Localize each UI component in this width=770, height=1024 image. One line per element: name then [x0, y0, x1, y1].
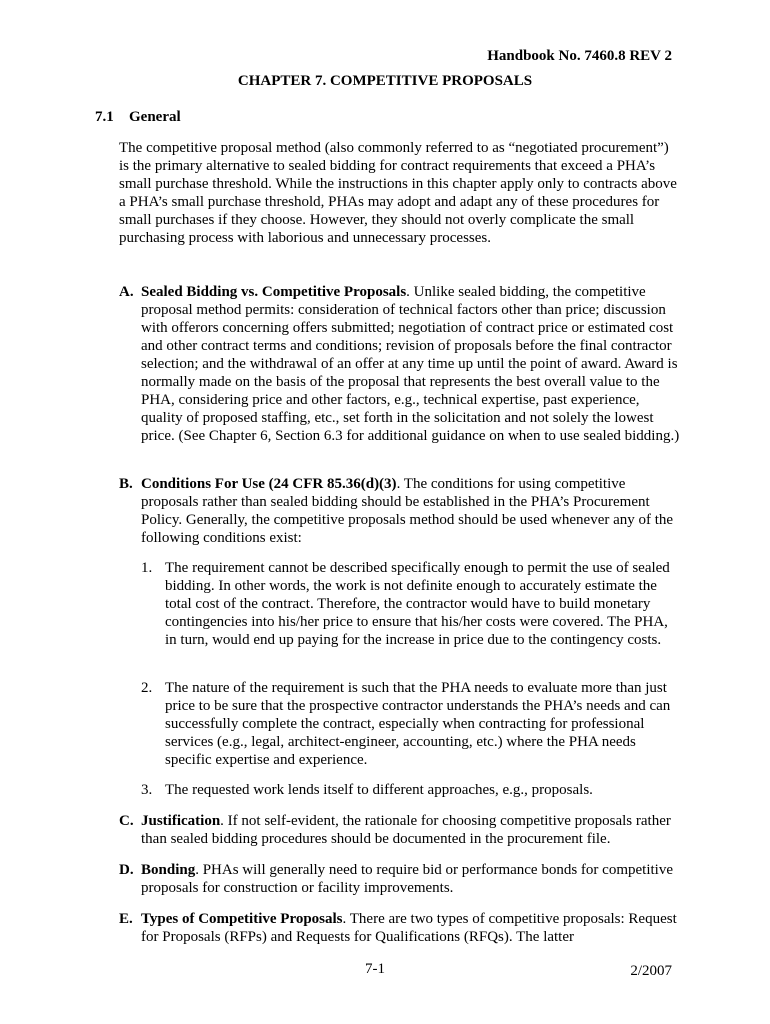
- condition-2: [141, 679, 681, 769]
- item-title: Conditions For Use (24 CFR 85.36(d)(3): [141, 476, 397, 492]
- condition-text: The requirement cannot be described specifically enough to permit the use of sealed bidding. In other words, the work is not definite enough to accurately estimate the total cost of the contract. Therefore, the contractor would have to build monetary contingencies into his/her price to ensure that his/her costs were covered. The PHA, in turn, would end up paying for the increase in price due to the contingency costs.: [165, 560, 670, 648]
- item-a: [119, 283, 681, 445]
- item-letter: E.: [119, 911, 133, 927]
- handbook-number: Handbook No. 7460.8 REV 2: [487, 48, 672, 64]
- section-number: 7.1: [95, 109, 114, 125]
- page-number: 7-1: [365, 961, 385, 977]
- item-letter: D.: [119, 862, 134, 878]
- condition-text: The requested work lends itself to different approaches, e.g., proposals.: [165, 782, 593, 798]
- item-text: . PHAs will generally need to require bid or performance bonds for competitive proposals for construction or facility improvements.: [141, 862, 673, 896]
- intro-paragraph: The competitive proposal method (also commonly referred to as “negotiated procurement”) is the primary alternative to sealed bidding for contract requirements that exceed a PHA’s small purchase threshold. While the instructions in this chapter apply only to contracts above a PHA’s small purchase threshold, PHAs may adopt and adapt any of these procedures for small purchases if they choose. However, they should not overly complicate the small purchasing process with laborious and unnecessary processes.: [119, 140, 677, 246]
- item-b: [119, 475, 681, 547]
- item-title: Sealed Bidding vs. Competitive Proposals: [141, 284, 407, 300]
- condition-number: 2.: [141, 680, 153, 696]
- item-letter: C.: [119, 813, 134, 829]
- condition-text: The nature of the requirement is such that the PHA needs to evaluate more than just price to be sure that the prospective contractor understands the PHA’s needs and can successfully complete the contract, especially when contracting for professional services (e.g., legal, architect-engineer, accounting, etc.) where the PHA needs specific expertise and experience.: [165, 680, 671, 768]
- item-e: [119, 910, 681, 946]
- condition-1: [141, 559, 681, 649]
- chapter-title: CHAPTER 7. COMPETITIVE PROPOSALS: [237, 73, 533, 89]
- item-letter: B.: [119, 476, 133, 492]
- item-text: . The conditions for using competitive proposals rather than sealed bidding should be established in the PHA’s Procurement Policy. Generally, the competitive proposals method should be used whenever any of the following conditions exist:: [141, 476, 674, 546]
- item-title: Types of Competitive Proposals: [141, 911, 343, 927]
- condition-number: 3.: [141, 782, 153, 798]
- revision-date: 2/2007: [630, 963, 672, 979]
- item-title: Bonding: [141, 862, 196, 878]
- item-d: [119, 861, 681, 897]
- item-title: Justification: [141, 813, 221, 829]
- section-heading: [95, 109, 181, 126]
- item-text: . If not self-evident, the rationale for choosing competitive proposals rather than sealed bidding procedures should be documented in the procurement file.: [141, 813, 671, 847]
- condition-3: [141, 781, 681, 799]
- item-c: [119, 812, 681, 848]
- item-text: . There are two types of competitive proposals: Request for Proposals (RFPs) and Requests for Qualifications (RFQs). The latter: [141, 911, 677, 945]
- section-title: General: [129, 109, 181, 125]
- item-letter: A.: [119, 284, 134, 300]
- condition-number: 1.: [141, 560, 153, 576]
- item-text: . Unlike sealed bidding, the competitive proposal method permits: consideration of technical factors other than price; discussion with offerors concerning offers submitted; negotiation of contract price or estimated cost and other contract terms and conditions; revision of proposals before the final contractor selection; and the withdrawal of an offer at any time up until the point of award. Award is normally made on the basis of the proposal that represents the best overall value to the PHA, considering price and other factors, e.g., technical expertise, past experience, quality of proposed staffing, etc., set forth in the solicitation and not solely the lowest price. (See Chapter 6, Section 6.3 for additional guidance on when to use sealed bidding.): [141, 284, 680, 444]
